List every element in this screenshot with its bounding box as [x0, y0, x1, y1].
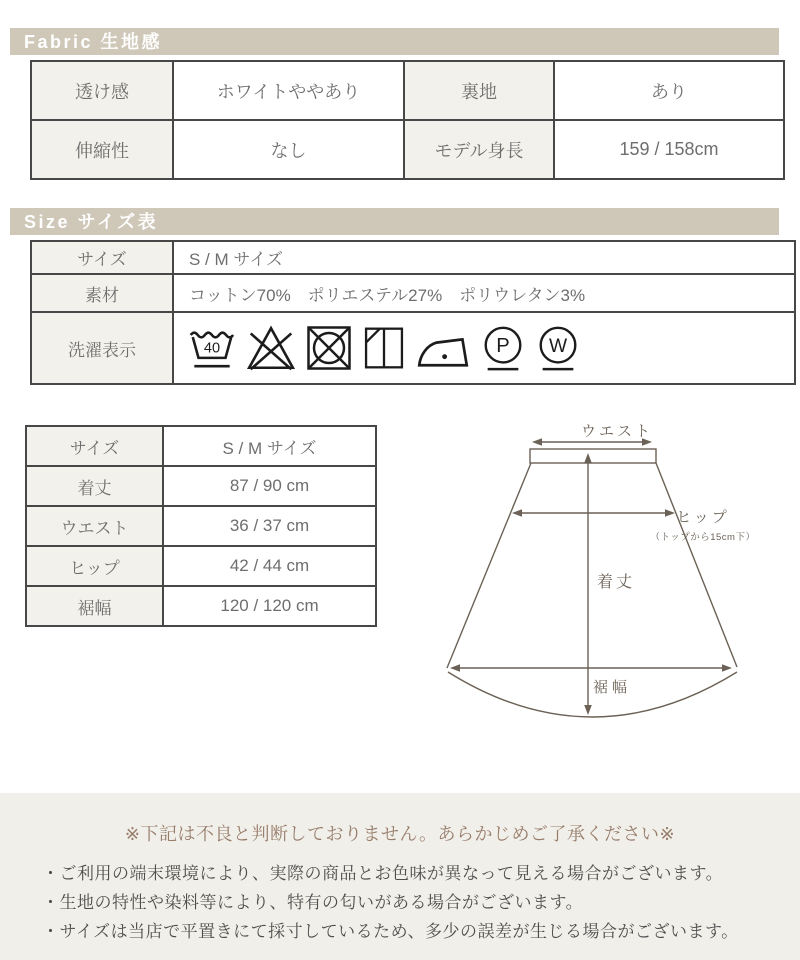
row-label: 裏地: [404, 61, 554, 120]
diagram-hem-label: 裾幅: [592, 679, 632, 696]
notice-section: [0, 793, 800, 960]
row-value: コットン70% ポリエステル27% ポリウレタン3%: [173, 274, 795, 312]
row-value: 120 / 120 cm: [163, 586, 376, 626]
notice-list: [0, 859, 800, 946]
fabric-table: [30, 60, 785, 180]
measurements-table: [25, 425, 377, 627]
diagram-waist-label: ウエスト: [580, 423, 654, 440]
wash-temp-label: 40: [203, 340, 221, 357]
row-value: 36 / 37 cm: [163, 506, 376, 546]
table-row: [31, 61, 784, 120]
diagram-length-label: 着丈: [597, 574, 636, 591]
row-label: 透け感: [31, 61, 173, 120]
row-label: ヒップ: [26, 546, 163, 586]
table-row: [31, 274, 795, 312]
row-value: 42 / 44 cm: [163, 546, 376, 586]
row-value: 87 / 90 cm: [163, 466, 376, 506]
row-label: 着丈: [26, 466, 163, 506]
row-label: サイズ: [26, 426, 163, 466]
table-row: [26, 466, 376, 506]
table-row: [26, 426, 376, 466]
iron-low-heat-icon: [414, 321, 472, 375]
diagram-hip-note: （トップから15cm下）: [650, 532, 756, 543]
table-row: [31, 120, 784, 179]
size-section-header: Size サイズ表: [10, 208, 779, 235]
size-info-table: [30, 240, 796, 385]
row-value: S / M サイズ: [163, 426, 376, 466]
wet-clean-gentle-icon: [534, 321, 582, 375]
row-value: ホワイトややあり: [173, 61, 404, 120]
row-value: 159 / 158cm: [554, 120, 784, 179]
line-dry-in-shade-icon: [361, 321, 407, 375]
table-row: [26, 586, 376, 626]
row-label: モデル身長: [404, 120, 554, 179]
table-row: [26, 546, 376, 586]
care-symbols-strip: [174, 321, 794, 375]
notice-title: ※下記は不良と判断しておりません。あらかじめご了承ください※: [124, 824, 676, 844]
notice-item: ・サイズは当店で平置きにて採寸しているため、多少の誤差が生じる場合がございます。: [42, 922, 739, 941]
row-label: 伸縮性: [31, 120, 173, 179]
row-label: ウエスト: [26, 506, 163, 546]
row-label: 素材: [31, 274, 173, 312]
care-symbols-cell: [173, 312, 795, 384]
dry-clean-petroleum-gentle-icon: [479, 321, 527, 375]
table-row: [31, 241, 795, 274]
row-value: あり: [554, 61, 784, 120]
row-label: サイズ: [31, 241, 173, 274]
table-row: [26, 506, 376, 546]
wash-40-gentle-icon: [186, 321, 238, 375]
no-bleach-icon: [245, 321, 297, 375]
dry-clean-letter: P: [496, 334, 510, 357]
table-row: [31, 312, 795, 384]
row-value: S / M サイズ: [173, 241, 795, 274]
notice-item: ・ご利用の端末環境により、実際の商品とお色味が異なって見える場合がございます。: [42, 864, 724, 883]
row-label: 洗濯表示: [31, 312, 173, 384]
no-tumble-dry-icon: [304, 321, 354, 375]
diagram-hip-label: ヒップ: [676, 509, 730, 526]
row-value: なし: [173, 120, 404, 179]
notice-item: ・生地の特性や染料等により、特有の匂いがある場合がございます。: [42, 893, 584, 912]
fabric-section-header: Fabric 生地感: [10, 28, 779, 55]
skirt-diagram: [420, 410, 800, 730]
row-label: 裾幅: [26, 586, 163, 626]
wet-clean-letter: W: [548, 335, 568, 357]
